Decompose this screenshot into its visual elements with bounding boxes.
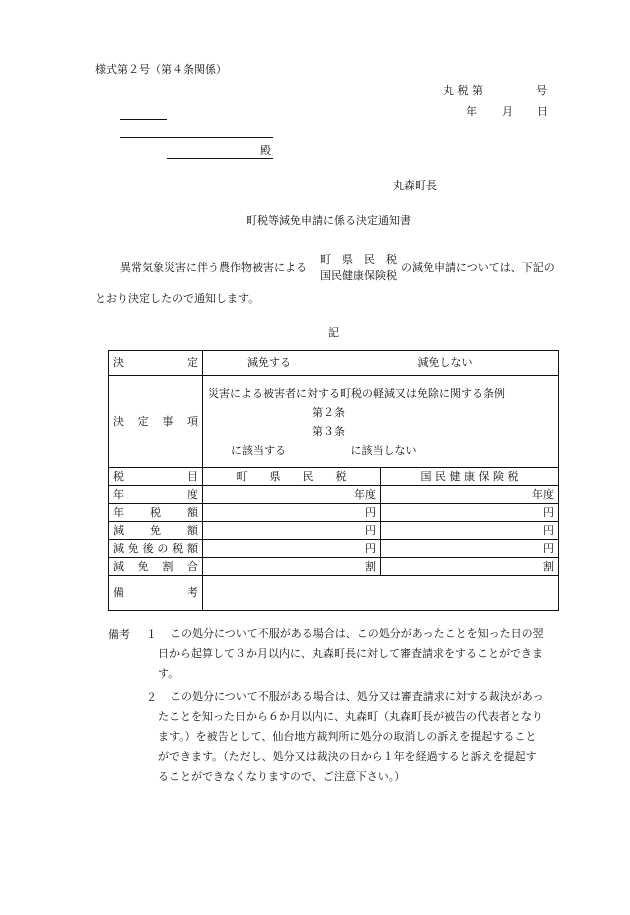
cell-unit: 円	[203, 540, 381, 558]
note-1-line: この処分について不服がある場合は、この処分があったことを知った日の翌	[170, 627, 544, 640]
cell-unit: 割	[203, 558, 381, 576]
cell-unit: 割	[381, 558, 559, 576]
document-number-prefix: 丸 税 第	[443, 84, 483, 97]
note-2-line: ることができなくなりますので、ご注意下さい。）	[158, 770, 406, 783]
cell-unit: 円	[381, 522, 559, 540]
row-label-tax-after-exemption: 減免後の税額	[109, 540, 203, 558]
decision-matters-row	[109, 376, 559, 468]
note-2-line: たことを知った日から６か月以内に、丸森町（丸森町長が被告の代表者となり	[158, 710, 543, 723]
note-2-text	[158, 687, 544, 787]
intro-text-line2: とおり決定したので通知します。	[95, 292, 260, 305]
remarks-row	[109, 576, 559, 611]
cell-unit: 年度	[203, 486, 381, 504]
cell-unit: 年度	[381, 486, 559, 504]
row-label-annual-tax: 年 税 額	[109, 504, 203, 522]
row-label-exemption-ratio: 減 免 割 合	[109, 558, 203, 576]
option-exempt: 減免する	[247, 356, 291, 370]
table-row	[109, 522, 559, 540]
addressee-honorific: 殿	[260, 144, 271, 157]
cell-unit: 円	[381, 540, 559, 558]
address-line-short	[120, 119, 167, 120]
row-label-exemption-amount: 減 免 額	[109, 522, 203, 540]
date-month: 月	[502, 105, 513, 118]
note-2-number: ２	[146, 691, 157, 704]
column-resident-tax: 町 県 民 税	[203, 468, 381, 486]
table-row	[109, 558, 559, 576]
intro-tax-resident: 町 県 民 税	[320, 253, 397, 266]
table-row	[109, 504, 559, 522]
decision-options	[203, 351, 559, 376]
article-2: 第２条	[312, 405, 345, 419]
cell-unit: 円	[203, 504, 381, 522]
decision-matters-content	[203, 376, 559, 468]
issuer-name: 丸森町長	[393, 179, 437, 192]
decision-matters-label: 決 定 事 項	[109, 376, 203, 468]
address-line-long	[120, 137, 273, 138]
decision-table	[108, 350, 559, 611]
cell-unit: 円	[381, 504, 559, 522]
note-1-line: す。	[158, 667, 180, 680]
not-applicable-option: に該当しない	[350, 443, 417, 457]
decision-label: 決 定	[109, 351, 203, 376]
note-1-number: １	[146, 628, 157, 641]
remarks-cell	[203, 576, 559, 611]
row-label-fiscal-year: 年 度	[109, 486, 203, 504]
applicability	[207, 441, 554, 460]
row-label-tax-item: 税 目	[109, 468, 203, 486]
option-not-exempt: 減免しない	[417, 356, 473, 370]
ki-heading: 記	[328, 326, 339, 339]
cell-unit: 円	[203, 522, 381, 540]
note-2-line: ができます。（ただし、処分又は裁決の日から１年を経過すると訴えを提起す	[158, 750, 537, 763]
decision-row	[109, 351, 559, 376]
intro-text-before: 異常気象災害に伴う農作物被害による	[120, 261, 307, 274]
intro-tax-insurance: 国民健康保険税	[320, 269, 397, 282]
note-1-line: 日から起算して３か月以内に、丸森町長に対して審査請求をすることができま	[158, 647, 543, 660]
applicable-option: に該当する	[231, 443, 286, 457]
date-year: 年	[466, 105, 477, 118]
note-1-text	[158, 624, 544, 684]
note-2-line: ます。）を被告として、仙台地方裁判所に処分の取消しの訴えを提起すること	[158, 730, 537, 743]
remarks-label: 備 考	[109, 576, 203, 611]
table-row	[109, 468, 559, 486]
addressee-name-line	[167, 158, 273, 159]
article-3: 第３条	[312, 424, 345, 438]
table-row	[109, 540, 559, 558]
date-day: 日	[537, 105, 548, 118]
note-2-line: この処分について不服がある場合は、処分又は審査請求に対する裁決があっ	[170, 690, 544, 703]
ordinance-title: 災害による被害者に対する町税の軽減又は免除に関する条例	[208, 386, 505, 400]
intro-text-after: の減免申請については、下記の	[401, 261, 555, 274]
notes-heading: 備考	[108, 628, 130, 641]
table-row	[109, 486, 559, 504]
form-number: 様式第２号（第４条関係）	[95, 63, 227, 76]
column-insurance-tax: 国 民 健 康 保 険 税	[381, 468, 559, 486]
document-number-suffix: 号	[536, 84, 547, 97]
document-title: 町税等減免申請に係る決定通知書	[246, 214, 411, 227]
